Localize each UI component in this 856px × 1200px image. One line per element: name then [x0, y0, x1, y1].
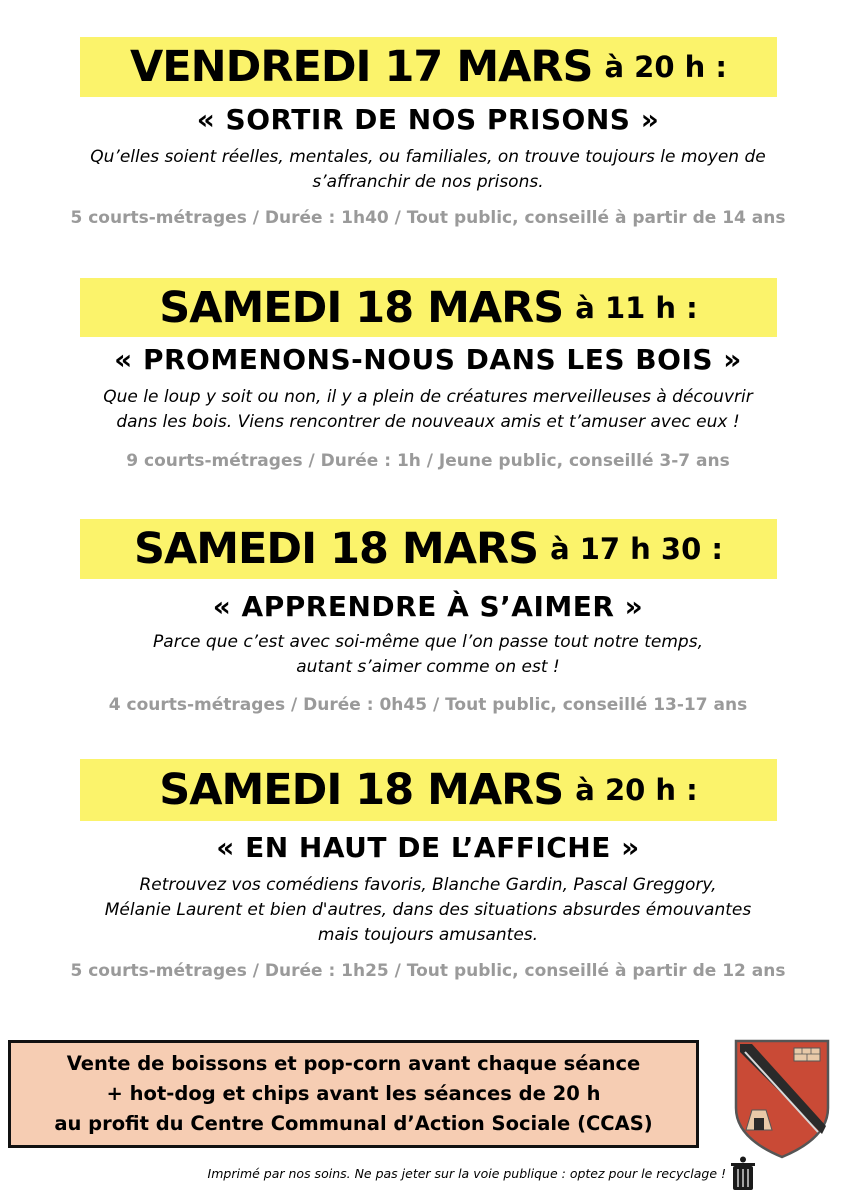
session-1-meta: 5 courts-métrages / Durée : 1h40 / Tout public, conseillé à partir de 14 ans: [70, 208, 786, 228]
session-4-meta: 5 courts-métrages / Durée : 1h25 / Tout public, conseillé à partir de 12 ans: [70, 961, 786, 981]
session-1-day: VENDREDI 17 MARS: [130, 42, 593, 92]
session-3-day: SAMEDI 18 MARS: [134, 524, 539, 574]
session-2-description-line: Que le loup y soit ou non, il y a plein de créatures merveilleuses à découvrir: [103, 387, 753, 407]
session-2-description: [30, 385, 826, 435]
session-4-title: « EN HAUT DE L’AFFICHE »: [216, 831, 640, 864]
info-box-line: + hot-dog et chips avant les séances de 20 h: [106, 1082, 601, 1105]
session-2-time: à 11 h :: [575, 290, 698, 325]
session-2-banner: [80, 278, 777, 337]
session-3-time: à 17 h 30 :: [550, 532, 723, 566]
session-1-title: « SORTIR DE NOS PRISONS »: [196, 103, 660, 136]
session-4-description-line: Retrouvez vos comédiens favoris, Blanche Gardin, Pascal Greggory,: [139, 875, 717, 895]
session-3-title: « APPRENDRE À S’AIMER »: [212, 590, 644, 623]
info-box-line: Vente de boissons et pop-corn avant chaque séance: [66, 1052, 641, 1075]
session-4-description-line: mais toujours amusantes.: [317, 925, 539, 945]
session-2-description-line: dans les bois. Viens rencontrer de nouveaux amis et t’amuser avec eux !: [116, 412, 740, 432]
session-4-banner: [80, 759, 777, 821]
session-2-title: « PROMENONS-NOUS DANS LES BOIS »: [114, 343, 742, 376]
session-1-description-line: s’affranchir de nos prisons.: [312, 172, 544, 192]
municipal-crest-icon: [732, 1038, 832, 1160]
session-4-description: [30, 873, 826, 948]
info-box-line: au profit du Centre Communal d’Action Sociale (CCAS): [54, 1112, 653, 1135]
trash-bin-icon: [728, 1156, 758, 1192]
session-3-meta: 4 courts-métrages / Durée : 0h45 / Tout public, conseillé 13-17 ans: [108, 695, 748, 715]
session-3-description: [30, 630, 826, 680]
session-3-banner: [80, 519, 777, 579]
session-4-time: à 20 h :: [575, 773, 698, 807]
session-2-day: SAMEDI 18 MARS: [159, 282, 564, 333]
session-3-description-line: Parce que c’est avec soi-même que l’on passe tout notre temps,: [153, 632, 703, 652]
session-3-description-line: autant s’aimer comme on est !: [296, 657, 560, 677]
session-1-description-line: Qu’elles soient réelles, mentales, ou familiales, on trouve toujours le moyen de: [90, 147, 766, 167]
session-1-banner: [80, 37, 777, 97]
refreshments-info-box: [8, 1040, 699, 1148]
session-1-time: à 20 h :: [604, 50, 727, 84]
session-4-description-line: Mélanie Laurent et bien d'autres, dans des situations absurdes émouvantes: [104, 900, 752, 920]
session-1-description: [30, 145, 826, 195]
session-4-day: SAMEDI 18 MARS: [159, 765, 564, 815]
session-2-meta: 9 courts-métrages / Durée : 1h / Jeune public, conseillé 3-7 ans: [126, 451, 730, 471]
footer-recycling-note: Imprimé par nos soins. Ne pas jeter sur la voie publique : optez pour le recyclage !: [207, 1166, 726, 1181]
